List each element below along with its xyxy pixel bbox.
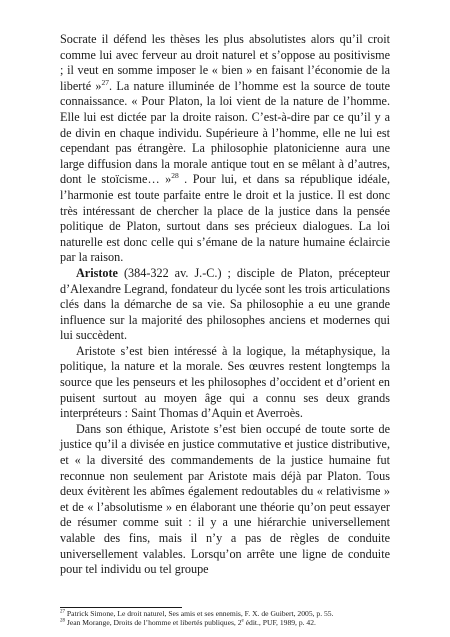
footnote-text: édit., PUF, 1989, p. 42. [243, 618, 316, 628]
text-run: Aristote s’est bien intéressé à la logique, la métaphysique, la politique, la nature et la morale. Ses œuvres restent longtemps la source que les penseurs et les philosophes d’occident et d’orient en puisent surtout au moyen âge qui a connu ses deux grands interpréteurs : Saint Thomas d’Aquin et Averroès. [60, 343, 390, 421]
footnote-27 [60, 609, 400, 618]
text-run: Socrate il défend les thèses les plus absolutistes alors qu’il croit comme lui avec ferveur au droit naturel et s’oppose au positivisme ; il veut en somme imposer le « bien » en faisant l’économie de la liberté » [60, 32, 390, 93]
footnote-number: 27 [60, 609, 65, 615]
footnotes [60, 609, 400, 628]
footnote-separator [60, 607, 182, 608]
main-text [60, 32, 390, 578]
footnote-text: Patrick Simone, Le droit naturel, Ses amis et ses ennemis, F. X. de Guibert, 2005, p. 55. [65, 609, 334, 618]
paragraph-aristote-ethics [60, 422, 390, 578]
name-aristote: Aristote [76, 265, 118, 280]
footnote-number: 28 [60, 618, 65, 624]
text-run: (384-322 av. J.-C.) ; disciple de Platon, précepteur d’Alexandre Legrand, fondateur du lycée sont les trois articulations clés dans la démarche de sa vie. Sa philosophie a eu une grande influence sur la majorité des philosophes anciens et modernes qui lui succèdent. [60, 265, 390, 343]
paragraph-aristote-intro [60, 266, 390, 344]
text-run: . Pour lui, et dans sa république idéale, l’harmonie est toute parfaite entre le droit et la justice. Il est donc très intéressant de chercher la place de la justice dans la pensée politique de Platon, surtout dans ses précieux dialogues. La loi naturelle est donc celle qui s’émane de la nature humaine éclaircie par la raison. [60, 172, 391, 265]
superscript: e [241, 618, 244, 624]
text-run: Dans son éthique, Aristote s’est bien occupé de toute sorte de justice qu’il a divisée en justice commutative et justice distributive, et « la diversité des commandements de la justice humaine fut reconnue non seulement par Aristote mais déjà par Platon. Tous deux évitèrent les abîmes également redoutables du « relativisme » et de « l’absolutisme » en élaborant une théorie qu’on peut essayer de résumer comme suit : il y a une hiérarchie universellement valable des fins, mais il n’y a pas de règles de conduite universellement valables. Lorsqu’on arrête une ligne de conduite pour tel individu ou tel groupe [60, 421, 390, 577]
paragraph-aristote-works [60, 344, 390, 422]
footnote-ref-28: 28 [171, 171, 179, 181]
footnote-ref-27: 27 [101, 77, 110, 87]
paragraph-platon [60, 32, 390, 266]
text-run: . La nature illuminée de l’homme est la source de toute connaissance. « Pour Platon, la loi vient de la nature de l’homme. Elle lui est dictée par la droite raison. C’est-à-dire par ce qu’il y a de divin en chaque individu. Supérieure à l’homme, elle ne lui est cependant pas étrangère. La philosophie platonicienne aura une large diffusion dans la morale antique tout en se mêlant à d’autres, dont le stoïcisme… » [60, 78, 390, 187]
footnote-text: Jean Morange, Droits de l’homme et libertés publiques, 2 [65, 618, 242, 628]
footnote-28 [60, 618, 400, 627]
